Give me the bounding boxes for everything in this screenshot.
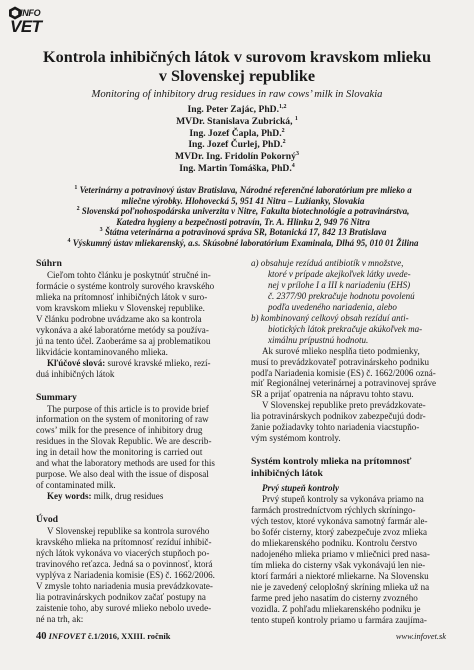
affiliation-line: Katedra hygieny a bezpečnosti potravín, Tr. A. Hlinku 2, 949 76 Nitra (116, 216, 370, 227)
issue-info: č.1/2016, XXIII. ročník (85, 632, 171, 641)
subheading-prvy-stupen: Prvý stupeň kontroly (262, 483, 340, 494)
affiliation-line: mliečne výrobky. Hlohovecká 5, 951 41 Nitra – Lužianky, Slovakia (121, 195, 365, 206)
paragraph: Ak surové mlieko nesplňa tieto podmienky, musí to prevádzkovateľ potravinárskeho podniku podľa Nariadenia komisie (ES) č. 1662/2006 ozná- miť Regionálnej veterinárnej a potravinovej správe SR a prijať opatrenia na nápravu tohto stavu. (251, 345, 436, 400)
author: Ing. Martin Tomáška, PhD.$^4$ (179, 162, 295, 174)
section-heading-system: Systém kontroly mlieka na prítomnosť inhibičných látok (251, 456, 412, 479)
keywords-sk-cont: duá inhibičných látok (36, 368, 115, 379)
page-number: 40 (36, 631, 47, 642)
affiliation-line: $^1$ Veterinárny a potravinový ústav Bratislava, Národné referenčné laboratórium pre mlieko a (74, 185, 412, 195)
keywords-sk: Kľúčové slová: surové kravské mlieko, rezí- (47, 357, 211, 368)
uvod-paragraph: V Slovenskej republike sa kontrola surového kravského mlieka na prítomnosť rezíduí inhibič- ných látok vykonáva vo viacerých stupňoch po- travinového reťazca. Jedná sa o povinnosť, ktorá vyplýva z Nariadenia komisie (ES) č. 1662/2006. V zmysle tohto nariadenia musia prevádzkovate- lia potravinárskych podnikov začať postupy na zaistenie toho, aby surové mlieko nebolo uvede- né na trh, ak: (36, 526, 215, 624)
author: Ing. Jozef Čapla, PhD.$^2$ (189, 127, 285, 139)
english-title: Monitoring of inhibitory drug residues in raw cows’ milk in Slovakia (91, 89, 383, 100)
author-list (0, 104, 474, 175)
footer-journal-info (36, 631, 170, 642)
journal-name: INFOVET (48, 632, 86, 641)
author: MVDr. Stanislava Zubrická, $^1$ (176, 115, 298, 127)
affiliation-list (34, 185, 452, 249)
suhrn-paragraph: Cieľom tohto článku je poskytnúť stručné in- formácie o systéme kontroly surového kravského mlieka na prítomnosť inhibičných látok v suro- vom kravskom mlieku v Slovenskej republike. V článku podrobne uvádzame ako sa kontrola vykonáva a aké laboratórne metódy sa používa- jú na tento účel. Zaoberáme sa aj problematikou likvidácie kontaminovaného mlieka. (36, 270, 215, 357)
keywords-en: Key words: milk, drug residues (47, 491, 164, 502)
section-heading-summary: Summary (36, 391, 77, 403)
affiliation-line: $^4$ Výskumný ústav mliekarenský, a.s. Skúsobné laboratórium Examinala, Dlhá 95, 010 01 Žilina (67, 237, 419, 248)
footer-url: www.infovet.sk (395, 632, 446, 641)
section-heading-suhrn: Súhrn (36, 258, 62, 269)
list-item-b: b) kombinovaný celkový obsah rezíduí anti- biotických látok prekračuje akúkoľvek ma- ximálnu prípustnú hodnotu. (251, 312, 423, 345)
title-line-2: v Slovenskej republike (158, 67, 316, 85)
list-item-a: a) obsahuje rezíduá antibiotík v množstve, ktoré v prípade akejkoľvek látky uvede- nej v prílohe I a III k nariadeniu (EHS) č. 2377/90 prekračuje hodnotu povolenú podľa uvedeného nariadenia, alebo (251, 258, 415, 312)
article-title (40, 48, 434, 86)
author: Ing. Jozef Čurlej, PhD.$^2$ (188, 139, 286, 151)
author: MVDr. Ing. Fridolín Pokorný$^3$ (175, 151, 299, 163)
paragraph: V Slovenskej republike preto prevádzkovate- lia potravinárskych podnikov zabezpečujú dodr- žanie požiadavky tohto nariadenia viacstupňo- vým systémom kontroly. (251, 400, 426, 444)
affiliation-line: $^2$ Slovenská poľnohospodárska univerzita v Nitre, Fakulta biotechnológie a potravinárstva, (76, 206, 410, 217)
left-column (36, 258, 231, 625)
logo-text-info: INFO (20, 8, 41, 18)
summary-paragraph: The purpose of this article is to provide brief information on the system of monitoring of raw cows’ milk for the presence of inhibitory drug residues in the Slovak Republic. We are describ- ing in detail how the monitoring is carried out and what the laboratory methods are used for this purpose. We also deal with the issue of disposal of contaminated milk. (36, 403, 215, 491)
title-line-1: Kontrola inhibičných látok v surovom kravskom mlieku (43, 48, 431, 66)
infovet-logo (8, 6, 44, 36)
affiliation-line: $^3$ Štátna veterinárna a potravinová správa SR, Botanická 17, 842 13 Bratislava (99, 227, 387, 238)
paragraph: Prvý stupeň kontroly sa vykonáva priamo na farmách prostredníctvom rýchlych skríningo- vých testov, ktoré vykonáva samotný farmár ale- bo šofér cisterny, ktorý zabezpečuje zvoz mlieka do mliekarenského podniku. Kontrolu čerstvo nadojeného mlieka priamo v mliečnici pred nasa- tím mlieka do cisterny však vykonávajú len nie- ktorí farmári a niektoré mliekarne. Na Slovensku nie je zavedený celoplošný skríning mlieka už na farme pred jeho nasatím do cisterny zvozného vozidla. Z pohľadu mliekarenského podniku je tento stupeň kontroly priamo u farmára zaujíma- (251, 494, 430, 625)
author: Ing. Peter Zajác, PhD.$^{1,2}$ (187, 104, 287, 115)
section-heading-uvod: Úvod (36, 514, 59, 526)
right-column (251, 258, 446, 626)
logo-text-vet: VET (10, 17, 42, 36)
page-footer (36, 631, 446, 643)
